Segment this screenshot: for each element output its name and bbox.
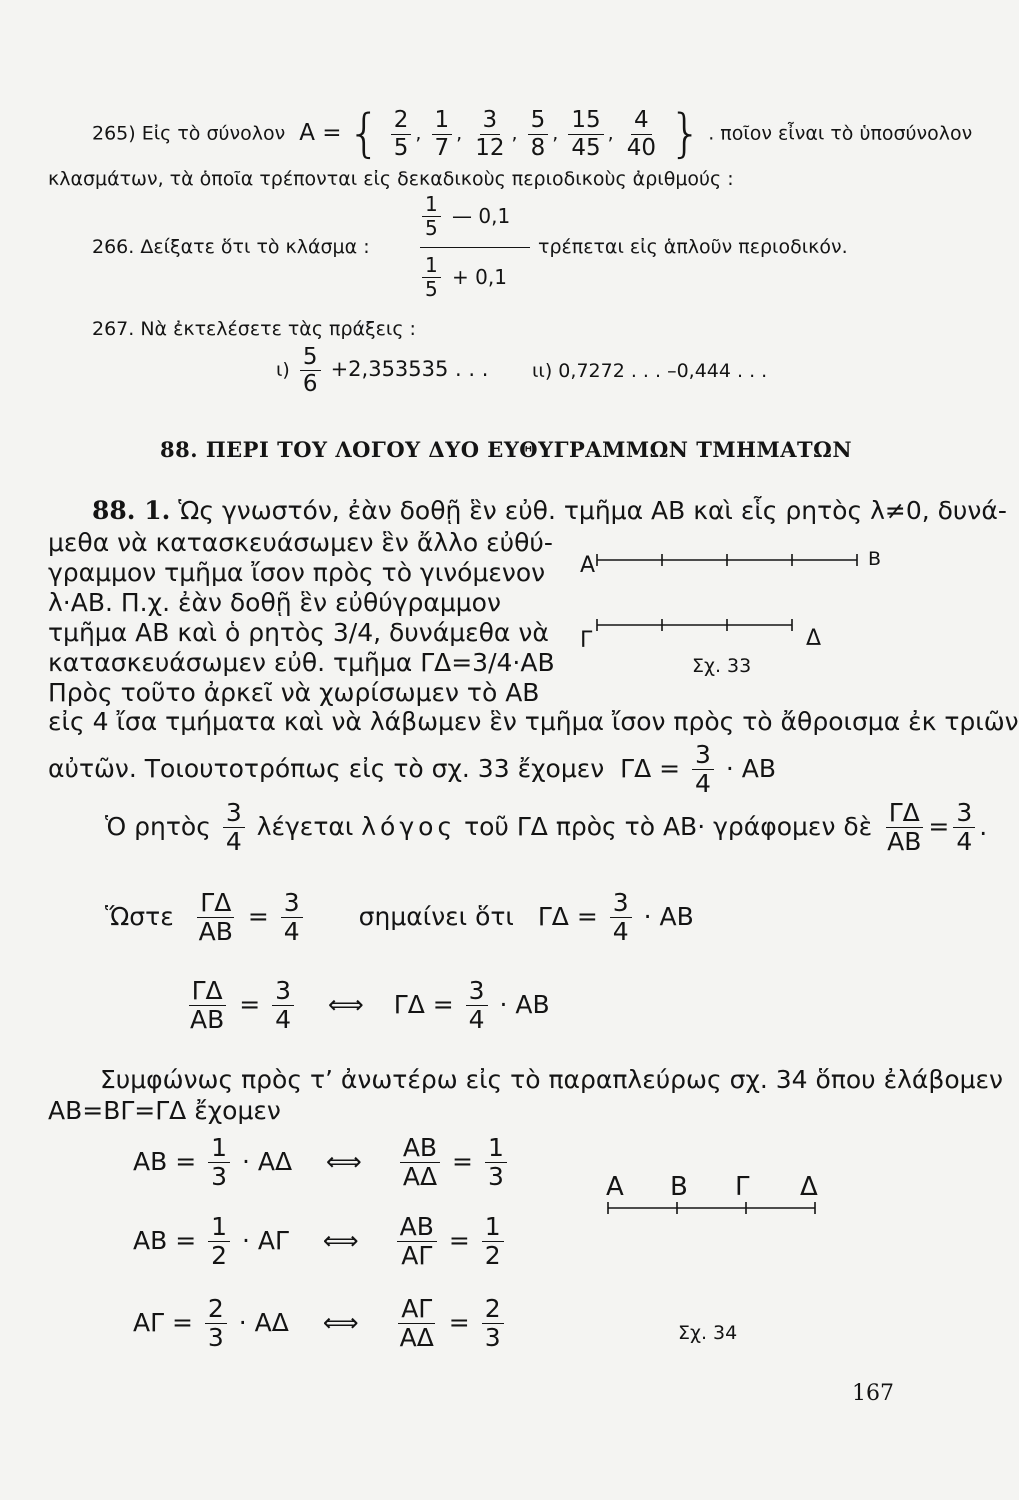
- equivalence-line: $\frac{\Gamma\Delta}{AB}$ = $\frac{3}{4}$ ⟺ ΓΔ = $\frac{3}{4}$ · ΑΒ: [190, 976, 550, 1035]
- complex-fraction-bottom: $\frac{1}{5}$ + 0,1: [418, 255, 507, 300]
- figure-34-caption: Σχ. 34: [678, 1322, 738, 1344]
- equivalence-arrow-icon: ⟺: [322, 1307, 359, 1337]
- exercise-265: 265) Εἰς τὸ σύνολον A = { $\frac{2}{5}$ , $\frac{1}{7}$ , $\frac{3}{12}$ , $\frac{5}{8}$ , $\frac{15}{45}$ , $\frac{4}{40}$ } . ποῖον εἶναι τὸ ὑποσύνολον: [92, 104, 973, 164]
- figure-33-caption: Σχ. 33: [692, 655, 752, 677]
- paragraph-line: τμῆμα ΑΒ καὶ ὁ ρητὸς 3/4, δυνάμεθα νὰ: [48, 618, 549, 647]
- section-heading: 88. ΠΕΡΙ ΤΟΥ ΛΟΓΟΥ ΔΥΟ ΕΥΘΥΓΡΑΜΜΩΝ ΤΜΗΜΑΤΩΝ: [160, 437, 853, 462]
- exercise-267-part-i: ι) $\frac{5}{6}$ +2,353535 . . .: [276, 344, 489, 398]
- exercise-267-part-ii: ιι) 0,7272 . . . –0,444 . . .: [532, 360, 768, 382]
- complex-fraction-bar: [420, 247, 530, 248]
- equivalence-arrow-icon: ⟺: [327, 989, 364, 1019]
- paragraph-line: μεθα νὰ κατασκευάσωμεν ἓν ἄλλο εὐθύ-: [48, 528, 553, 557]
- equation-row: ΑΓ = $\frac{2}{3}$ · ΑΔ ⟺ $\frac{A\Gamma}{A\Delta}$ = $\frac{2}{3}$: [133, 1296, 508, 1352]
- paragraph-line: λ·ΑΒ. Π.χ. ἐὰν δοθῇ ἓν εὐθύγραμμον: [48, 588, 501, 617]
- set-fraction: $\frac{2}{5}$: [391, 108, 412, 159]
- point-label-b: B: [670, 1172, 688, 1202]
- equation-row: ΑΒ = $\frac{1}{2}$ · ΑΓ ⟺ $\frac{AB}{A\Gamma}$ = $\frac{1}{2}$: [133, 1214, 508, 1270]
- page-number: 167: [852, 1381, 894, 1406]
- set-fraction: $\frac{5}{8}$: [528, 108, 549, 159]
- exercise-265-line2: κλασμάτων, τὰ ὁποῖα τρέπονται εἰς δεκαδικοὺς περιοδικοὺς ἀριθμούς :: [48, 168, 734, 190]
- paragraph-line: ΑΒ=ΒΓ=ΓΔ ἔχομεν: [48, 1096, 281, 1125]
- complex-fraction-top: $\frac{1}{5}$ — 0,1: [418, 194, 510, 239]
- equation-row: ΑΒ = $\frac{1}{3}$ · ΑΔ ⟺ $\frac{AB}{A\Delta}$ = $\frac{1}{3}$: [133, 1135, 511, 1191]
- paragraph-line: κατασκευάσωμεν εὐθ. τμῆμα ΓΔ=3/4·ΑΒ: [48, 648, 555, 677]
- point-label-g: Γ: [735, 1172, 750, 1202]
- exercise-267: 267. Νὰ ἐκτελέσετε τὰς πράξεις :: [92, 318, 416, 340]
- point-label-d: Δ: [800, 1172, 818, 1202]
- point-label-g: Γ: [580, 628, 593, 653]
- paragraph-line: εἰς 4 ἴσα τμήματα καὶ νὰ λάβωμεν ἓν τμῆμα ἴσον πρὸς τὸ ἄθροισμα ἐκ τριῶν: [48, 707, 1019, 736]
- right-brace-icon: }: [669, 104, 703, 164]
- set-fraction: $\frac{1}{7}$: [432, 108, 453, 159]
- equivalence-arrow-icon: ⟺: [322, 1225, 359, 1255]
- figure-34: [600, 1196, 830, 1226]
- exercise-266-suffix: τρέπεται εἰς ἁπλοῦν περιοδικόν.: [538, 236, 848, 258]
- paragraph-line: Πρὸς τοῦτο ἀρκεῖ νὰ χωρίσωμεν τὸ ΑΒ: [48, 678, 540, 707]
- exercise-265-prefix: 265) Εἰς τὸ σύνολον: [92, 122, 286, 145]
- equivalence-arrow-icon: ⟺: [326, 1146, 362, 1176]
- exercise-266-prefix: 266. Δείξατε ὅτι τὸ κλάσμα :: [92, 236, 370, 258]
- ratio-definition: Ὁ ρητὸς $\frac{3}{4}$ λέγεται λόγος τοῦ ΓΔ πρὸς τὸ ΑΒ· γράφομεν δὲ $\frac{\Gamma\Delta}{AB}$ = $\frac{3}{4}$ .: [105, 798, 988, 857]
- figure-33: [575, 542, 875, 662]
- point-label-a: A: [580, 553, 596, 578]
- paragraph-line: 88. 1. Ὡς γνωστόν, ἐὰν δοθῇ ἓν εὐθ. τμῆμα ΑΒ καὶ εἷς ρητὸς λ≠0, δυνά-: [92, 496, 1007, 525]
- point-label-b: B: [868, 548, 882, 570]
- paragraph-line: αὐτῶν. Τοιουτοτρόπως εἰς τὸ σχ. 33 ἔχομεν ΓΔ = $\frac{3}{4}$ · ΑΒ: [48, 740, 777, 799]
- set-fraction: $\frac{15}{45}$: [568, 108, 603, 159]
- point-label-d: Δ: [806, 626, 822, 651]
- left-brace-icon: {: [347, 104, 381, 164]
- paragraph-line: Συμφώνως πρὸς τ’ ἀνωτέρω εἰς τὸ παραπλεύρως σχ. 34 ὅπου ἐλάβομεν: [100, 1065, 1004, 1094]
- paragraph-number: 88. 1.: [92, 496, 171, 525]
- set-fraction: $\frac{3}{12}$: [475, 107, 505, 161]
- exercise-265-suffix: . ποῖον εἶναι τὸ ὑποσύνολον: [708, 122, 973, 145]
- paragraph-line: γραμμον τμῆμα ἴσον πρὸς τὸ γινόμενον: [48, 558, 546, 587]
- hoste-line: Ὥστε $\frac{\Gamma\Delta}{AB}$ = $\frac{3}{4}$ σημαίνει ὅτι ΓΔ = $\frac{3}{4}$ · ΑΒ: [105, 888, 694, 947]
- set-name: A =: [299, 119, 342, 146]
- set-fraction: $\frac{4}{40}$: [626, 107, 656, 161]
- point-label-a: A: [606, 1172, 624, 1202]
